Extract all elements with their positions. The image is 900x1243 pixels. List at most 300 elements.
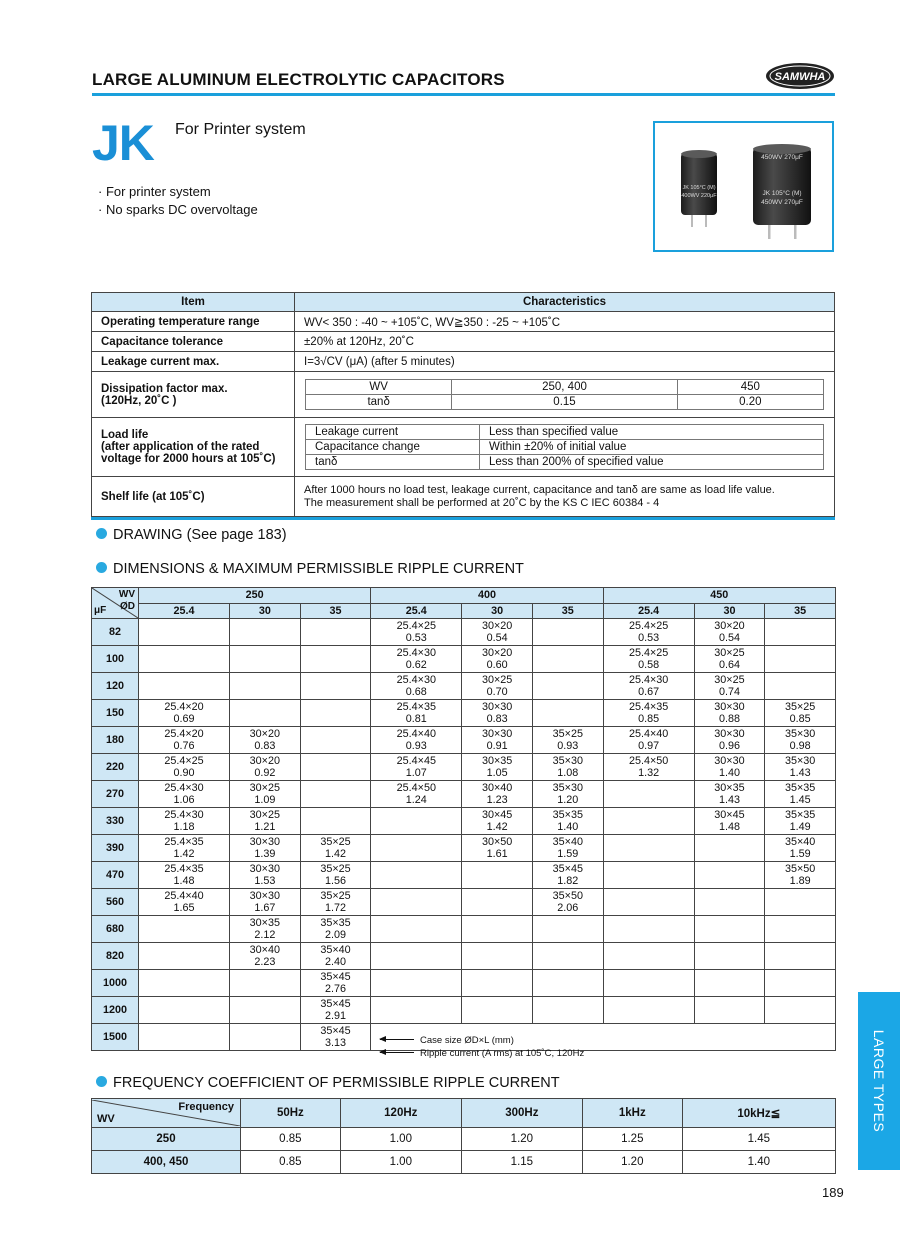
df-label-line: (120Hz, 20˚C ) [101,394,177,407]
ripple-current: 0.53 [638,632,660,644]
ripple-current: 2.12 [254,929,276,941]
case-size: 30×35 [714,782,745,794]
dim-cell [694,727,765,754]
df-label-line: Dissipation factor max. [101,382,228,395]
ripple-current: 1.53 [254,875,276,887]
capacitance-cell: 470 [92,862,139,889]
voltage-header: 250 [139,588,371,604]
capacitance-cell: 680 [92,916,139,943]
df-head-wv: WV [306,380,452,395]
case-size: 30×30 [714,728,745,740]
dim-cell [532,727,603,754]
capacitance-cell: 1200 [92,997,139,1024]
dim-cell [765,700,836,727]
frequency-header: 50Hz [241,1099,341,1128]
load-value: Within ±20% of initial value [480,440,824,455]
dim-row [92,619,836,646]
dim-cell [532,781,603,808]
case-size: 35×35 [320,917,351,929]
capacitance-cell: 390 [92,835,139,862]
dim-cell [694,889,765,916]
dim-cell [371,754,462,781]
case-size: 30×30 [249,863,280,875]
case-size: 25.4×40 [164,890,204,902]
ripple-current: 0.70 [486,686,508,698]
dim-cell [765,808,836,835]
case-size: 30×35 [249,917,280,929]
diameter-header: 30 [230,603,301,619]
ripple-current: 2.09 [324,929,346,941]
case-size: 35×30 [552,755,583,767]
dim-cell [462,673,533,700]
dim-cell [532,700,603,727]
dim-cell [694,943,765,970]
capacitance-cell: 560 [92,889,139,916]
dim-cell [603,754,694,781]
case-size: 25.4×30 [628,674,669,686]
dim-cell [462,970,533,997]
ripple-current: 1.18 [173,821,195,833]
case-size: 25.4×30 [396,674,436,686]
cap-small-line1: JK 105°C (M) [682,185,716,191]
dim-cell [139,916,230,943]
ripple-current: 1.59 [557,848,579,860]
case-size: 25.4×45 [396,755,436,767]
ripple-current: 2.76 [324,983,346,995]
ripple-current: 0.93 [557,740,579,752]
corner-uf: μF [94,605,107,616]
dim-row [92,835,836,862]
ripple-current: 0.54 [486,632,508,644]
dim-row [92,916,836,943]
diameter-header: 30 [462,603,533,619]
ripple-current: 1.07 [405,767,427,779]
dim-cell [532,997,603,1024]
dim-cell [603,619,694,646]
dim-cell [371,727,462,754]
dim-cell [300,619,371,646]
diameter-header: 25.4 [139,603,230,619]
ripple-current: 2.40 [324,956,346,968]
dim-cell [694,916,765,943]
dim-cell [300,1024,371,1051]
dim-row [92,646,836,673]
case-size: 30×20 [481,647,513,659]
load-key: Leakage current [306,425,480,440]
ripple-current: 2.23 [254,956,276,968]
frequency-header: 10kHz≦ [682,1099,835,1128]
cap-large-line1: 450WV 270μF [761,154,803,161]
dim-cell [694,754,765,781]
case-size: 35×45 [320,971,351,983]
dim-cell [139,1024,230,1051]
dim-cell [462,862,533,889]
case-size: 25.4×20 [164,701,204,713]
dim-cell [230,970,301,997]
ripple-current: 1.48 [173,875,195,887]
frequency-table [91,1098,836,1174]
ripple-current: 0.54 [718,632,740,644]
case-size: 30×25 [481,674,513,686]
df-label [92,372,295,418]
dim-cell [765,970,836,997]
freq-corner [92,1099,241,1128]
ripple-current: 0.93 [405,740,427,752]
ripple-current: 1.48 [718,821,740,833]
feature-item: · For printer system [98,184,211,199]
dimensions-table [91,587,836,1051]
load-life-line: (after application of the rated [101,441,260,453]
ripple-current: 1.56 [324,875,346,887]
dim-cell [371,700,462,727]
case-size: 35×25 [552,728,583,740]
dim-cell [371,781,462,808]
dim-cell [462,916,533,943]
case-size: 35×35 [784,809,816,821]
dim-cell [230,808,301,835]
dim-cell [603,835,694,862]
case-size: 30×20 [481,620,513,632]
ripple-current: 1.05 [486,767,508,779]
dim-cell [300,997,371,1024]
dim-cell [371,889,462,916]
capacitance-cell: 180 [92,727,139,754]
dim-cell [230,889,301,916]
dim-row [92,943,836,970]
ripple-current: 1.32 [638,767,660,779]
dim-cell [371,970,462,997]
dim-cell [230,754,301,781]
dim-row [92,781,836,808]
dim-cell [694,673,765,700]
cap-large-line3: 450WV 270μF [761,199,803,206]
case-size: 25.4×30 [396,647,436,659]
dim-cell [603,646,694,673]
dim-cell [462,835,533,862]
case-size: 35×25 [320,890,351,902]
capacitance-cell: 1000 [92,970,139,997]
dim-cell [765,835,836,862]
df-subtable [305,379,824,410]
dim-cell [765,727,836,754]
dim-cell [139,754,230,781]
spec-head-characteristics: Characteristics [295,293,835,312]
case-size: 35×25 [320,836,351,848]
case-size: 35×50 [784,863,816,875]
voltage-header: 450 [603,588,835,604]
ripple-current: 0.53 [405,632,427,644]
dim-cell [603,727,694,754]
case-size: 35×30 [784,755,816,767]
ripple-current: 0.67 [638,686,660,698]
load-value: Less than specified value [480,425,824,440]
ripple-current: 1.61 [486,848,508,860]
ripple-current: 0.81 [405,713,427,725]
diameter-header: 25.4 [371,603,462,619]
ripple-current: 1.72 [324,902,346,914]
dim-cell [462,727,533,754]
ripple-current: 0.85 [638,713,660,725]
dim-cell [230,673,301,700]
ripple-current: 0.88 [718,713,740,725]
dim-cell [230,727,301,754]
freq-coefficient: 1.25 [582,1128,682,1151]
ripple-current: 1.40 [557,821,579,833]
section-drawing [96,527,287,543]
dim-cell [765,646,836,673]
capacitance-cell: 270 [92,781,139,808]
diameter-header: 30 [694,603,765,619]
cap-small-line2: 400WV 220μF [681,193,717,199]
freq-coefficient: 1.00 [340,1128,461,1151]
case-size: 35×40 [784,836,816,848]
dim-cell [371,619,462,646]
case-size: 30×25 [714,674,745,686]
dim-cell [371,673,462,700]
freq-coefficient: 1.00 [340,1151,461,1174]
dim-cell [532,646,603,673]
arrow-left-icon [380,1039,414,1040]
characteristics-table [91,292,835,517]
dim-cell [139,646,230,673]
case-size: 30×20 [249,755,280,767]
dim-cell [300,808,371,835]
freq-corner-wv: WV [97,1113,115,1125]
case-size: 30×30 [714,701,745,713]
case-size: 25.4×35 [164,836,204,848]
dim-cell [603,997,694,1024]
freq-coefficient: 0.85 [241,1151,341,1174]
dim-cell [603,673,694,700]
ripple-current: 0.74 [718,686,740,698]
bullet-dot-icon [96,1076,107,1087]
freq-row [92,1128,836,1151]
diameter-header: 35 [300,603,371,619]
dim-cell [765,997,836,1024]
dim-cell [765,619,836,646]
dim-cell [603,943,694,970]
ripple-current: 0.91 [486,740,508,752]
dim-cell [532,835,603,862]
dim-cell [765,673,836,700]
dim-cell [532,754,603,781]
case-size: 35×35 [552,809,583,821]
dim-cell [230,862,301,889]
side-tab-label: LARGE TYPES [871,1029,887,1133]
ripple-current: 1.43 [789,767,811,779]
case-size: 25.4×50 [628,755,669,767]
dim-row [92,862,836,889]
dim-cell [230,781,301,808]
dim-cell [300,889,371,916]
freq-coefficient: 0.85 [241,1128,341,1151]
case-size: 25.4×25 [396,620,436,632]
dim-cell [694,781,765,808]
section-dimensions-label: DIMENSIONS & MAXIMUM PERMISSIBLE RIPPLE CURRENT [113,561,524,577]
case-size: 25.4×25 [628,620,669,632]
capacitance-cell: 82 [92,619,139,646]
shelf-life-label: Shelf life (at 105˚C) [92,477,295,517]
ripple-current: 0.64 [718,659,740,671]
dim-row [92,673,836,700]
ripple-current: 1.21 [254,821,276,833]
case-size: 35×35 [784,782,816,794]
dim-cell [462,808,533,835]
case-size: 30×25 [714,647,745,659]
dim-cell [230,916,301,943]
dim-cell [603,808,694,835]
case-size: 30×30 [249,836,280,848]
dim-cell [532,970,603,997]
dim-cell [765,916,836,943]
dim-corner [92,588,139,619]
df-head-450: 450 [677,380,823,395]
dim-cell [371,835,462,862]
dim-cell [300,700,371,727]
freq-corner-frequency: Frequency [178,1101,234,1113]
dim-cell [462,997,533,1024]
dim-cell [139,997,230,1024]
case-size: 30×25 [249,809,280,821]
dim-cell [139,781,230,808]
dim-cell [694,808,765,835]
case-size: 25.4×35 [396,701,436,713]
freq-coefficient: 1.20 [461,1128,582,1151]
dim-cell [532,943,603,970]
voltage-header: 400 [371,588,603,604]
case-size: 35×25 [320,863,351,875]
ripple-current: 1.42 [173,848,195,860]
case-size: 30×35 [481,755,513,767]
dim-cell [462,754,533,781]
case-size: 35×50 [552,890,583,902]
case-size: 35×30 [784,728,816,740]
ripple-current: 1.20 [557,794,579,806]
corner-wv: WV [118,589,135,600]
case-size: 30×25 [249,782,280,794]
legend-case-size: Case size ØD×L (mm) [420,1035,514,1046]
capacitance-cell: 120 [92,673,139,700]
case-size: 30×45 [481,809,513,821]
freq-wv-cell: 400, 450 [92,1151,241,1174]
freq-coefficient: 1.40 [682,1151,835,1174]
capacitance-cell: 330 [92,808,139,835]
dim-cell [462,889,533,916]
series-subtitle: For Printer system [175,121,306,138]
ripple-current: 0.83 [254,740,276,752]
dim-cell [462,646,533,673]
ripple-current: 1.09 [254,794,276,806]
capacitance-cell: 220 [92,754,139,781]
dim-cell [371,943,462,970]
dim-cell [139,673,230,700]
dim-cell [371,916,462,943]
op-temp-label: Operating temperature range [92,312,295,332]
dim-cell [300,754,371,781]
ripple-current: 0.98 [789,740,811,752]
dim-row [92,997,836,1024]
case-size: 25.4×20 [164,728,204,740]
ripple-current: 0.92 [254,767,276,779]
frequency-header: 120Hz [340,1099,461,1128]
cap-tol-label: Capacitance tolerance [92,332,295,352]
dim-cell [139,700,230,727]
load-life-line: voltage for 2000 hours at 105˚C) [101,453,276,465]
case-size: 35×40 [552,836,583,848]
frequency-header: 300Hz [461,1099,582,1128]
dim-cell [765,781,836,808]
case-size: 25.4×35 [164,863,204,875]
ripple-current: 0.60 [486,659,508,671]
dim-row [92,700,836,727]
case-size: 35×30 [552,782,583,794]
dim-cell [532,862,603,889]
dim-cell [694,700,765,727]
dim-row [92,754,836,781]
case-size: 25.4×40 [628,728,669,740]
df-row-tan: tanδ [306,395,452,410]
dim-cell [765,943,836,970]
load-value: Less than 200% of specified value [480,455,824,470]
leakage-label: Leakage current max. [92,352,295,372]
ripple-current: 1.24 [405,794,427,806]
ripple-current: 1.40 [718,767,740,779]
case-size: 30×45 [714,809,745,821]
section-frequency [96,1075,560,1091]
dim-cell [765,754,836,781]
dim-cell [532,619,603,646]
side-tab-large-types[interactable] [858,992,900,1170]
case-size: 30×50 [481,836,513,848]
case-size: 25.4×25 [628,647,669,659]
dim-cell [694,646,765,673]
dim-cell [230,646,301,673]
ripple-current: 1.23 [486,794,508,806]
section-frequency-label: FREQUENCY COEFFICIENT OF PERMISSIBLE RIPPLE CURRENT [113,1075,560,1091]
ripple-current: 0.96 [718,740,740,752]
bullet-dot-icon [96,562,107,573]
dim-cell [300,646,371,673]
case-size: 25.4×35 [628,701,669,713]
ripple-current: 1.06 [173,794,195,806]
ripple-current: 1.65 [173,902,195,914]
dim-cell [230,700,301,727]
frequency-header: 1kHz [582,1099,682,1128]
df-val-450: 0.20 [677,395,823,410]
leakage-value: I=3√CV (μA) (after 5 minutes) [295,352,835,372]
dim-cell [603,916,694,943]
dim-cell [694,835,765,862]
case-size: 30×20 [249,728,280,740]
dim-cell [139,970,230,997]
capacitance-cell: 820 [92,943,139,970]
cap-large-line2: JK 105°C (M) [762,190,802,197]
dim-cell [532,889,603,916]
dim-row [92,727,836,754]
ripple-current: 1.82 [557,875,579,887]
ripple-current: 3.13 [324,1037,346,1049]
dim-cell [300,862,371,889]
dim-cell [300,835,371,862]
diameter-header: 25.4 [603,603,694,619]
dim-legend [380,1034,584,1060]
dim-cell [371,646,462,673]
dim-cell [300,970,371,997]
dim-cell [603,970,694,997]
dim-cell [300,916,371,943]
freq-coefficient: 1.20 [582,1151,682,1174]
dim-cell [139,808,230,835]
